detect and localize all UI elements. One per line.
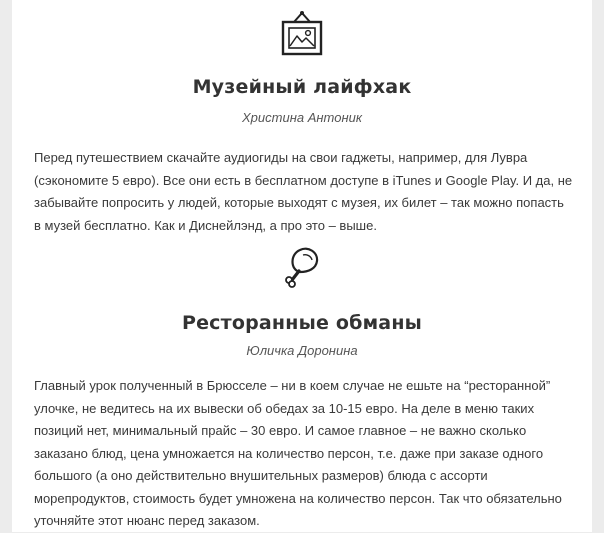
section-author: Юличка Доронина: [246, 343, 358, 358]
section-author: Христина Антоник: [242, 110, 362, 125]
section-text: Перед путешествием скачайте аудиогиды на свои гаджеты, например, для Лувра (сэкономите 5 евро). Все они есть в бесплатном доступе в iTunes и Google Play. И да, не забывайте попросить у людей, которые выходят с музея, их билет – так можно попасть в музей бесплатно. Как и Диснейлэнд, а про это – выше.: [34, 150, 573, 233]
picture-frame-icon: [12, 10, 592, 66]
section-text: Главный урок полученный в Брюсселе – ни в коем случае не ешьте на “ресторанной” улочке, не ведитесь на их вывески об обедах за 10-15 евро. На деле в меню таких позиций нет, минимальный прайс – 30 евро. И самое главное – не важно сколько заказано блюд, цена умножается на количество персон, т.е. даже при заказе одного большого (а оно действительно внушительных размеров) блюда с ассорти морепродуктов, стоимость будет умножена на количество персон. Так что обязательно уточняйте этот нюанс перед заказом.: [34, 378, 562, 528]
chicken-leg-icon: [12, 244, 592, 300]
section-title: Музейный лайфхак: [192, 76, 412, 98]
section-title: Ресторанные обманы: [181, 312, 423, 334]
article-card: [12, 0, 592, 532]
